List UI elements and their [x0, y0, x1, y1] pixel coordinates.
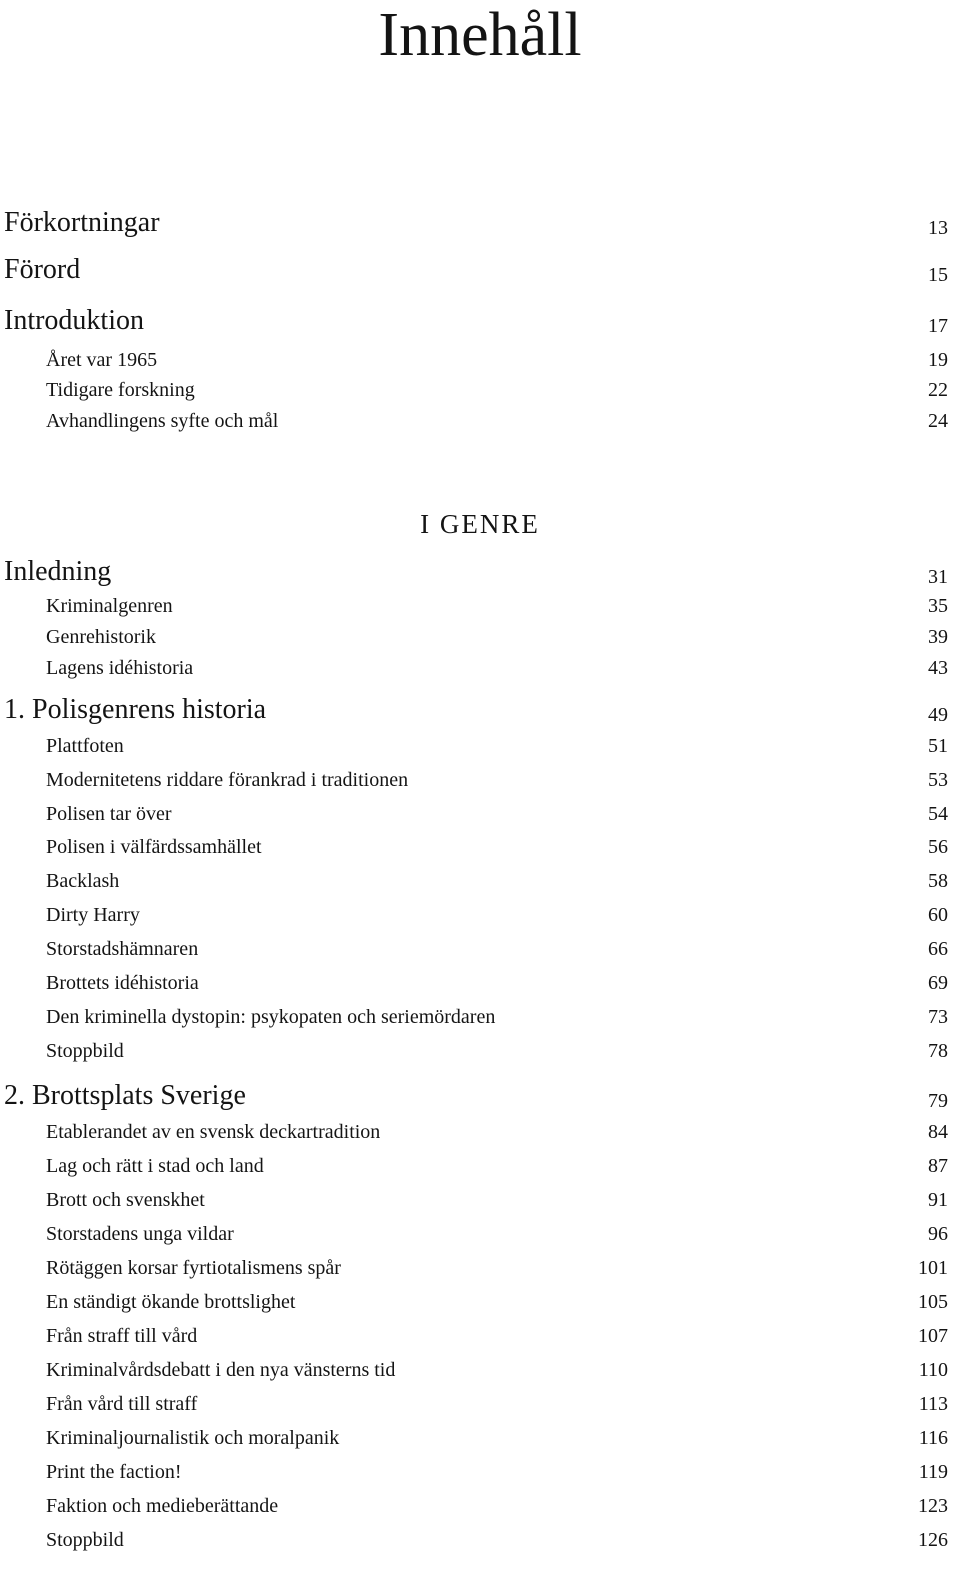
toc-entry-label: Året var 1965: [46, 349, 158, 371]
toc-entry-forkortningar: [0, 207, 948, 237]
toc-entry-page: 73: [928, 1006, 948, 1028]
toc-entry-page: 91: [928, 1189, 948, 1211]
toc-entry-label: Kriminalvårdsdebatt i den nya vänsterns tid: [46, 1359, 396, 1381]
toc-entry-label: Rötäggen korsar fyrtiotalismens spår: [46, 1257, 341, 1279]
toc-entry-label: Kriminaljournalistik och moralpanik: [46, 1427, 340, 1449]
toc-entry-label: 2. Brottsplats Sverige: [4, 1080, 246, 1111]
toc-entry: [0, 735, 948, 765]
page-title: Innehåll: [378, 1, 582, 69]
toc-entry: [0, 1325, 948, 1355]
toc-entry-label: Brottets idéhistoria: [46, 972, 199, 994]
toc-entry-label: Inledning: [4, 556, 112, 587]
toc-entry: [0, 972, 948, 1002]
toc-entry-page: 123: [918, 1495, 948, 1517]
toc-entry-page: 56: [928, 836, 948, 858]
toc-entry-page: 79: [928, 1090, 948, 1112]
toc-entry: [0, 836, 948, 866]
toc-entry-label: Lag och rätt i stad och land: [46, 1155, 264, 1177]
toc-entry-introduktion: [0, 305, 948, 335]
toc-entry: [0, 349, 948, 379]
toc-entry: [0, 1359, 948, 1389]
toc-entry-label: Polisen tar över: [46, 803, 172, 825]
toc-entry-label: 1. Polisgenrens historia: [4, 694, 267, 725]
toc-entry-page: 110: [918, 1359, 948, 1381]
toc-entry-label: Från vård till straff: [46, 1393, 198, 1415]
toc-entry-label: Backlash: [46, 870, 120, 892]
toc-entry-page: 101: [918, 1257, 948, 1279]
toc-entry-label: Faktion och medieberättande: [46, 1495, 279, 1517]
toc-entry: [0, 626, 948, 656]
toc-entry-page: 24: [928, 410, 948, 432]
toc-entry: [0, 1257, 948, 1287]
toc-entry: [0, 769, 948, 799]
toc-entry-page: 105: [918, 1291, 948, 1313]
toc-entry-page: 13: [928, 217, 948, 239]
toc-entry-label: Lagens idéhistoria: [46, 657, 194, 679]
toc-entry-page: 54: [928, 803, 948, 825]
toc-entry: [0, 1529, 948, 1559]
toc-entry-label: Etablerandet av en svensk deckartradition: [46, 1121, 381, 1143]
toc-entry-page: 19: [928, 349, 948, 371]
toc-entry: [0, 1461, 948, 1491]
toc-entry-label: Stoppbild: [46, 1529, 124, 1551]
toc-entry: [0, 1427, 948, 1457]
toc-entry: [0, 1155, 948, 1185]
toc-entry: [0, 1040, 948, 1070]
toc-entry-chapter-2: [0, 1080, 948, 1110]
toc-entry: [0, 410, 948, 440]
toc-entry: [0, 904, 948, 934]
toc-entry-forord: [0, 254, 948, 284]
toc-entry-page: 96: [928, 1223, 948, 1245]
toc-entry-page: 49: [928, 704, 948, 726]
toc-entry: [0, 657, 948, 687]
toc-entry-page: 31: [928, 566, 948, 588]
toc-entry-label: Polisen i välfärdssamhället: [46, 836, 262, 858]
toc-entry: [0, 595, 948, 625]
toc-entry-page: 58: [928, 870, 948, 892]
toc-entry-label: Plattfoten: [46, 735, 124, 757]
toc-entry-page: 17: [928, 315, 948, 337]
toc-entry-page: 116: [918, 1427, 948, 1449]
toc-entry-label: Kriminalgenren: [46, 595, 173, 617]
toc-entry-page: 113: [918, 1393, 948, 1415]
toc-entry: [0, 1291, 948, 1321]
toc-entry-label: Storstadens unga vildar: [46, 1223, 234, 1245]
toc-entry-page: 84: [928, 1121, 948, 1143]
toc-entry: [0, 870, 948, 900]
toc-entry-page: 43: [928, 657, 948, 679]
toc-entry-label: Dirty Harry: [46, 904, 140, 926]
toc-entry: [0, 1495, 948, 1525]
toc-entry-label: Från straff till vård: [46, 1325, 198, 1347]
toc-entry-page: 78: [928, 1040, 948, 1062]
toc-entry: [0, 379, 948, 409]
toc-entry-chapter-1: [0, 694, 948, 724]
toc-entry-page: 53: [928, 769, 948, 791]
toc-entry: [0, 803, 948, 833]
toc-entry-label: Förkortningar: [4, 207, 160, 238]
toc-entry-label: Modernitetens riddare förankrad i traditionen: [46, 769, 409, 791]
toc-entry-label: Avhandlingens syfte och mål: [46, 410, 279, 432]
toc-entry: [0, 1223, 948, 1253]
toc-entry-page: 119: [918, 1461, 948, 1483]
toc-entry: [0, 1393, 948, 1423]
part-heading: I GENRE: [420, 509, 540, 539]
toc-entry-page: 126: [918, 1529, 948, 1551]
toc-entry: [0, 1121, 948, 1151]
toc-entry-page: 22: [928, 379, 948, 401]
toc-entry-page: 35: [928, 595, 948, 617]
toc-entry-label: Storstadshämnaren: [46, 938, 199, 960]
toc-entry-page: 107: [918, 1325, 948, 1347]
toc-entry-page: 15: [928, 264, 948, 286]
toc-entry-page: 66: [928, 938, 948, 960]
toc-entry-label: Stoppbild: [46, 1040, 124, 1062]
toc-entry-page: 51: [928, 735, 948, 757]
toc-entry-label: En ständigt ökande brottslighet: [46, 1291, 296, 1313]
toc-entry-page: 39: [928, 626, 948, 648]
toc-entry: [0, 938, 948, 968]
toc-entry-label: Förord: [4, 254, 81, 285]
toc-entry: [0, 1006, 948, 1036]
toc-entry: [0, 1189, 948, 1219]
toc-entry-label: Tidigare forskning: [46, 379, 195, 401]
toc-entry-inledning: [0, 556, 948, 586]
toc-entry-page: 87: [928, 1155, 948, 1177]
toc-entry-label: Den kriminella dystopin: psykopaten och seriemördaren: [46, 1006, 496, 1028]
toc-entry-label: Introduktion: [4, 305, 144, 336]
toc-entry-label: Genrehistorik: [46, 626, 156, 648]
toc-entry-label: Print the faction!: [46, 1461, 182, 1483]
toc-entry-label: Brott och svenskhet: [46, 1189, 205, 1211]
toc-entry-page: 60: [928, 904, 948, 926]
toc-entry-page: 69: [928, 972, 948, 994]
